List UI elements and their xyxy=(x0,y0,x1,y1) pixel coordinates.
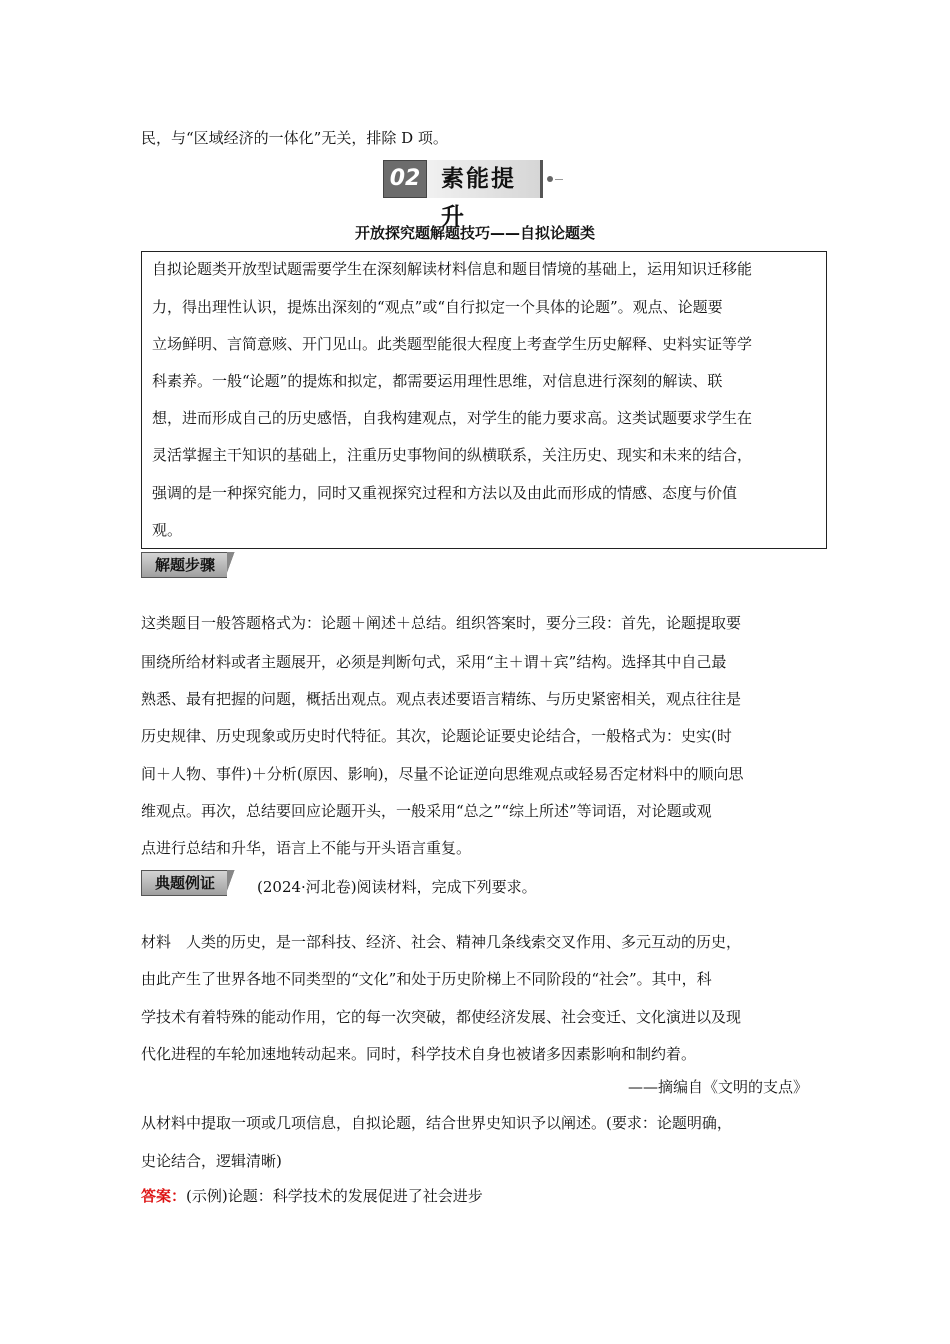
box-line: 强调的是一种探究能力，同时又重视探究过程和方法以及由此而形成的情感、态度与价值 xyxy=(152,484,738,502)
example-tag: 典题例证 xyxy=(141,870,239,896)
steps-line: 历史规律、历史现象或历史时代特征。其次，论题论证要史论结合，一般格式为：史实(时 xyxy=(141,727,732,745)
banner-dot-icon xyxy=(547,176,553,182)
material-line: 材料 人类的历史，是一部科技、经济、社会、精神几条线索交叉作用、多元互动的历史， xyxy=(141,933,742,951)
material-line: 由此产生了世界各地不同类型的“文化”和处于历史阶梯上不同阶段的“社会”。其中，科 xyxy=(141,970,712,988)
steps-tag: 解题步骤 xyxy=(141,552,239,578)
steps-line: 点进行总结和升华，语言上不能与开头语言重复。 xyxy=(141,839,472,857)
steps-line: 围绕所给材料或者主题展开，必须是判断句式，采用“主＋谓＋宾”结构。选择其中自己最 xyxy=(141,653,727,671)
box-line: 灵活掌握主干知识的基础上，注重历史事物间的纵横联系，关注历史、现实和未来的结合， xyxy=(152,446,753,464)
material-source: ——摘编自《文明的支点》 xyxy=(627,1078,808,1096)
section-number: 02 xyxy=(383,160,427,198)
steps-line: 熟悉、最有把握的问题，概括出观点。观点表述要语言精练、与历史紧密相关，观点往往是 xyxy=(141,690,742,708)
intro-line: 民，与“区域经济的一体化”无关，排除 D 项。 xyxy=(141,129,448,147)
question-line: 从材料中提取一项或几项信息，自拟论题，结合世界史知识予以阐述。(要求：论题明确， xyxy=(141,1114,732,1132)
steps-line: 间＋人物、事件)＋分析(原因、影响)，尽量不论证逆向思维观点或轻易否定材料中的顺向思 xyxy=(141,765,744,783)
section-title: 素能提升 xyxy=(427,160,543,198)
box-line: 力，得出理性认识，提炼出深刻的“观点”或“自行拟定一个具体的论题”。观点、论题要 xyxy=(152,298,723,316)
material-line: 代化进程的车轮加速地转动起来。同时，科学技术自身也被诸多因素影响和制约着。 xyxy=(141,1045,697,1063)
steps-line: 这类题目一般答题格式为：论题＋阐述＋总结。组织答案时，要分三段：首先，论题提取要 xyxy=(141,614,742,632)
tag-slant-icon xyxy=(227,552,239,578)
banner-dash-icon xyxy=(555,179,563,180)
subtitle: 开放探究题解题技巧——自拟论题类 xyxy=(354,224,595,242)
answer-label: 答案： xyxy=(141,1187,187,1205)
material-line: 学技术有着特殊的能动作用，它的每一次突破，都使经济发展、社会变迁、文化演进以及现 xyxy=(141,1008,742,1026)
box-line: 科素养。一般“论题”的提炼和拟定，都需要运用理性思维，对信息进行深刻的解读、联 xyxy=(152,372,723,390)
steps-line: 维观点。再次，总结要回应论题开头，一般采用“总之”“综上所述”等词语，对论题或观 xyxy=(141,802,712,820)
answer-text: (示例)论题：科学技术的发展促进了社会进步 xyxy=(186,1187,483,1205)
box-line: 想，进而形成自己的历史感悟，自我构建观点，对学生的能力要求高。这类试题要求学生在 xyxy=(152,409,753,427)
section-banner xyxy=(383,158,569,230)
box-line: 立场鲜明、言简意赅、开门见山。此类题型能很大程度上考查学生历史解释、史料实证等学 xyxy=(152,335,753,353)
box-line: 自拟论题类开放型试题需要学生在深刻解读材料信息和题目情境的基础上，运用知识迁移能 xyxy=(152,260,753,278)
answer-line xyxy=(141,1186,483,1206)
example-intro: (2024·河北卷)阅读材料，完成下列要求。 xyxy=(257,878,537,896)
question-line: 史论结合，逻辑清晰) xyxy=(141,1152,282,1170)
tag-slant-icon xyxy=(227,870,239,896)
box-line: 观。 xyxy=(152,521,183,539)
intro-box xyxy=(141,251,827,549)
